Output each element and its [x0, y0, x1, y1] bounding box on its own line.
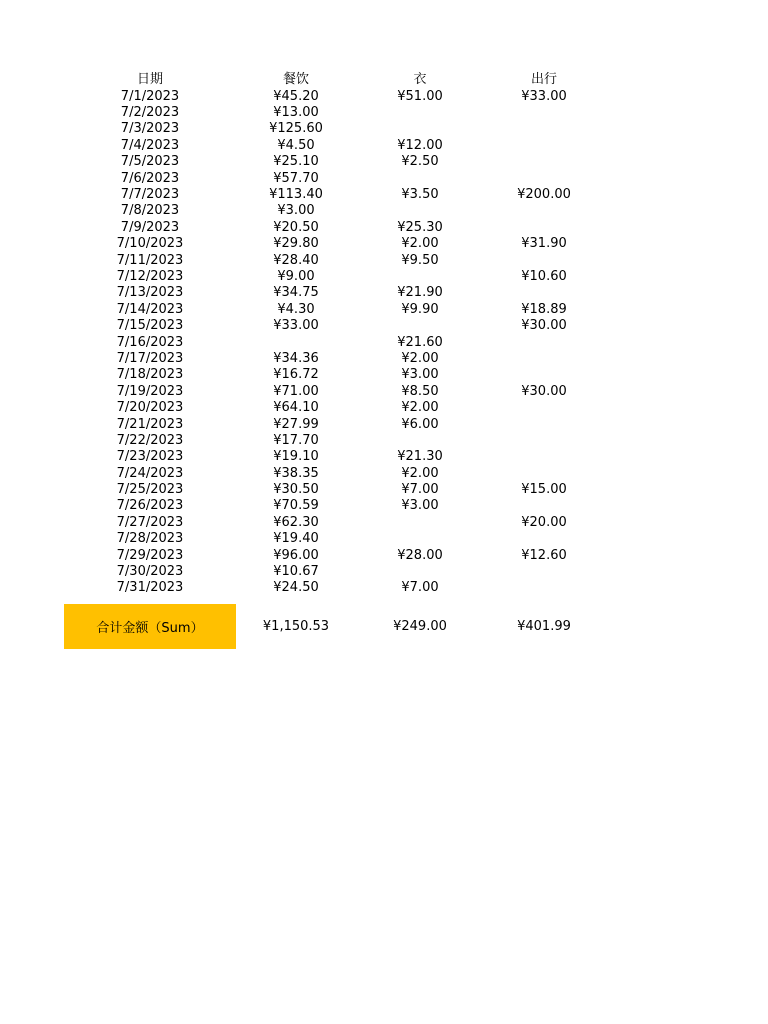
table-row [64, 301, 610, 317]
cell-clothing[interactable]: ¥7.00 [401, 580, 439, 596]
table-row [64, 383, 610, 399]
cell-travel[interactable]: ¥30.00 [521, 383, 567, 399]
cell-clothing[interactable]: ¥25.30 [397, 219, 443, 235]
cell-food[interactable]: ¥16.72 [273, 367, 319, 383]
table-row [64, 367, 610, 383]
cell-clothing[interactable]: ¥6.00 [401, 416, 439, 432]
cell-clothing[interactable]: ¥21.90 [397, 285, 443, 301]
cell-date[interactable]: 7/15/2023 [116, 318, 184, 334]
cell-food[interactable]: ¥30.50 [273, 482, 319, 498]
cell-date[interactable]: 7/29/2023 [116, 547, 184, 563]
cell-date[interactable]: 7/6/2023 [120, 170, 180, 186]
cell-travel[interactable]: ¥33.00 [521, 88, 567, 104]
cell-clothing[interactable]: ¥2.00 [401, 465, 439, 481]
table-row [64, 268, 610, 284]
cell-clothing[interactable]: ¥3.00 [401, 498, 439, 514]
cell-clothing[interactable]: ¥2.00 [401, 236, 439, 252]
table-row [64, 317, 610, 333]
cell-clothing[interactable]: ¥9.50 [401, 252, 439, 268]
cell-date[interactable]: 7/10/2023 [116, 236, 184, 252]
cell-clothing[interactable]: ¥21.60 [397, 334, 443, 350]
cell-date[interactable]: 7/11/2023 [116, 252, 184, 268]
cell-food[interactable]: ¥3.00 [277, 203, 315, 219]
cell-date[interactable]: 7/19/2023 [116, 383, 184, 399]
cell-date[interactable]: 7/2/2023 [120, 105, 180, 121]
cell-date[interactable]: 7/31/2023 [116, 580, 184, 596]
cell-clothing[interactable]: ¥7.00 [401, 482, 439, 498]
table-row [64, 334, 610, 350]
header-date[interactable]: 日期 [136, 72, 163, 87]
cell-clothing[interactable]: ¥28.00 [397, 547, 443, 563]
cell-food[interactable]: ¥113.40 [269, 187, 323, 203]
table-row [64, 219, 610, 235]
cell-clothing[interactable]: ¥3.00 [401, 367, 439, 383]
table-row [64, 186, 610, 202]
cell-date[interactable]: 7/23/2023 [116, 449, 184, 465]
cell-food[interactable]: ¥24.50 [273, 580, 319, 596]
cell-food[interactable]: ¥70.59 [273, 498, 319, 514]
total-label[interactable]: 合计金额（Sum） [64, 604, 236, 649]
table-row [64, 498, 610, 514]
cell-food[interactable]: ¥17.70 [273, 432, 319, 448]
cell-food[interactable]: ¥64.10 [273, 400, 319, 416]
cell-food[interactable]: ¥19.10 [273, 449, 319, 465]
header-row [64, 67, 610, 88]
cell-food[interactable]: ¥34.36 [273, 350, 319, 366]
cell-clothing[interactable]: ¥9.90 [401, 301, 439, 317]
cell-date[interactable]: 7/26/2023 [116, 498, 184, 514]
cell-travel[interactable]: ¥18.89 [521, 301, 567, 317]
cell-travel[interactable]: ¥30.00 [521, 318, 567, 334]
cell-travel[interactable]: ¥31.90 [521, 236, 567, 252]
cell-date[interactable]: 7/16/2023 [116, 334, 184, 350]
table-row [64, 252, 610, 268]
cell-clothing[interactable]: ¥51.00 [397, 88, 443, 104]
cell-food[interactable]: ¥4.50 [277, 137, 315, 153]
cell-date[interactable]: 7/3/2023 [120, 121, 180, 137]
cell-date[interactable]: 7/8/2023 [120, 203, 180, 219]
total-clothing[interactable]: ¥249.00 [393, 619, 447, 635]
cell-food[interactable]: ¥33.00 [273, 318, 319, 334]
table-row [64, 481, 610, 497]
cell-clothing[interactable]: ¥2.00 [401, 350, 439, 366]
cell-food[interactable]: ¥29.80 [273, 236, 319, 252]
cell-food[interactable]: ¥45.20 [273, 88, 319, 104]
total-row [64, 604, 610, 649]
total-travel[interactable]: ¥401.99 [517, 619, 571, 635]
cell-date[interactable]: 7/14/2023 [116, 301, 184, 317]
cell-food[interactable]: ¥38.35 [273, 465, 319, 481]
header-travel[interactable]: 出行 [530, 72, 557, 87]
cell-food[interactable]: ¥19.40 [273, 531, 319, 547]
cell-clothing[interactable]: ¥12.00 [397, 137, 443, 153]
cell-date[interactable]: 7/7/2023 [120, 187, 180, 203]
header-food[interactable]: 餐饮 [282, 72, 309, 87]
cell-date[interactable]: 7/4/2023 [120, 137, 180, 153]
table-row [64, 137, 610, 153]
cell-food[interactable]: ¥9.00 [277, 268, 315, 284]
table-row [64, 449, 610, 465]
cell-date[interactable]: 7/27/2023 [116, 514, 184, 530]
cell-clothing[interactable]: ¥21.30 [397, 449, 443, 465]
table-row [64, 170, 610, 186]
table-row [64, 285, 610, 301]
cell-clothing[interactable]: ¥2.50 [401, 154, 439, 170]
header-clothing[interactable]: 衣 [413, 72, 427, 87]
cell-clothing[interactable]: ¥2.00 [401, 400, 439, 416]
table-row [64, 531, 610, 547]
cell-food[interactable]: ¥28.40 [273, 252, 319, 268]
cell-date[interactable]: 7/24/2023 [116, 465, 184, 481]
cell-food[interactable]: ¥25.10 [273, 154, 319, 170]
data-rows [64, 88, 610, 596]
table-row [64, 104, 610, 120]
table-row [64, 416, 610, 432]
cell-date[interactable]: 7/13/2023 [116, 285, 184, 301]
cell-travel[interactable]: ¥12.60 [521, 547, 567, 563]
table-row [64, 547, 610, 563]
cell-date[interactable]: 7/17/2023 [116, 350, 184, 366]
table-row [64, 580, 610, 596]
cell-clothing[interactable]: ¥3.50 [401, 187, 439, 203]
table-row [64, 399, 610, 415]
table-row [64, 88, 610, 104]
cell-travel[interactable]: ¥15.00 [521, 482, 567, 498]
table-row [64, 432, 610, 448]
cell-travel[interactable]: ¥20.00 [521, 514, 567, 530]
cell-date[interactable]: 7/9/2023 [120, 219, 180, 235]
table-row [64, 121, 610, 137]
cell-food[interactable]: ¥71.00 [273, 383, 319, 399]
cell-date[interactable]: 7/1/2023 [120, 88, 180, 104]
cell-date[interactable]: 7/25/2023 [116, 482, 184, 498]
total-food[interactable]: ¥1,150.53 [262, 619, 330, 635]
cell-date[interactable]: 7/12/2023 [116, 268, 184, 284]
cell-date[interactable]: 7/21/2023 [116, 416, 184, 432]
expense-sheet [64, 67, 610, 649]
table-row [64, 236, 610, 252]
cell-food[interactable]: ¥96.00 [273, 547, 319, 563]
cell-travel[interactable]: ¥10.60 [521, 268, 567, 284]
table-row [64, 563, 610, 579]
cell-food[interactable]: ¥20.50 [273, 219, 319, 235]
cell-food[interactable]: ¥125.60 [269, 121, 323, 137]
table-row [64, 514, 610, 530]
cell-food[interactable]: ¥27.99 [273, 416, 319, 432]
cell-date[interactable]: 7/18/2023 [116, 367, 184, 383]
table-row [64, 154, 610, 170]
table-row [64, 465, 610, 481]
cell-food[interactable]: ¥4.30 [277, 301, 315, 317]
cell-date[interactable]: 7/30/2023 [116, 564, 184, 580]
cell-date[interactable]: 7/20/2023 [116, 400, 184, 416]
cell-travel[interactable]: ¥200.00 [517, 187, 571, 203]
cell-date[interactable]: 7/5/2023 [120, 154, 180, 170]
cell-date[interactable]: 7/22/2023 [116, 432, 184, 448]
cell-food[interactable]: ¥10.67 [273, 564, 319, 580]
cell-clothing[interactable]: ¥8.50 [401, 383, 439, 399]
table-row [64, 350, 610, 366]
cell-food[interactable]: ¥34.75 [273, 285, 319, 301]
cell-date[interactable]: 7/28/2023 [116, 531, 184, 547]
cell-food[interactable]: ¥57.70 [273, 170, 319, 186]
cell-food[interactable]: ¥13.00 [273, 105, 319, 121]
cell-food[interactable]: ¥62.30 [273, 514, 319, 530]
table-row [64, 203, 610, 219]
